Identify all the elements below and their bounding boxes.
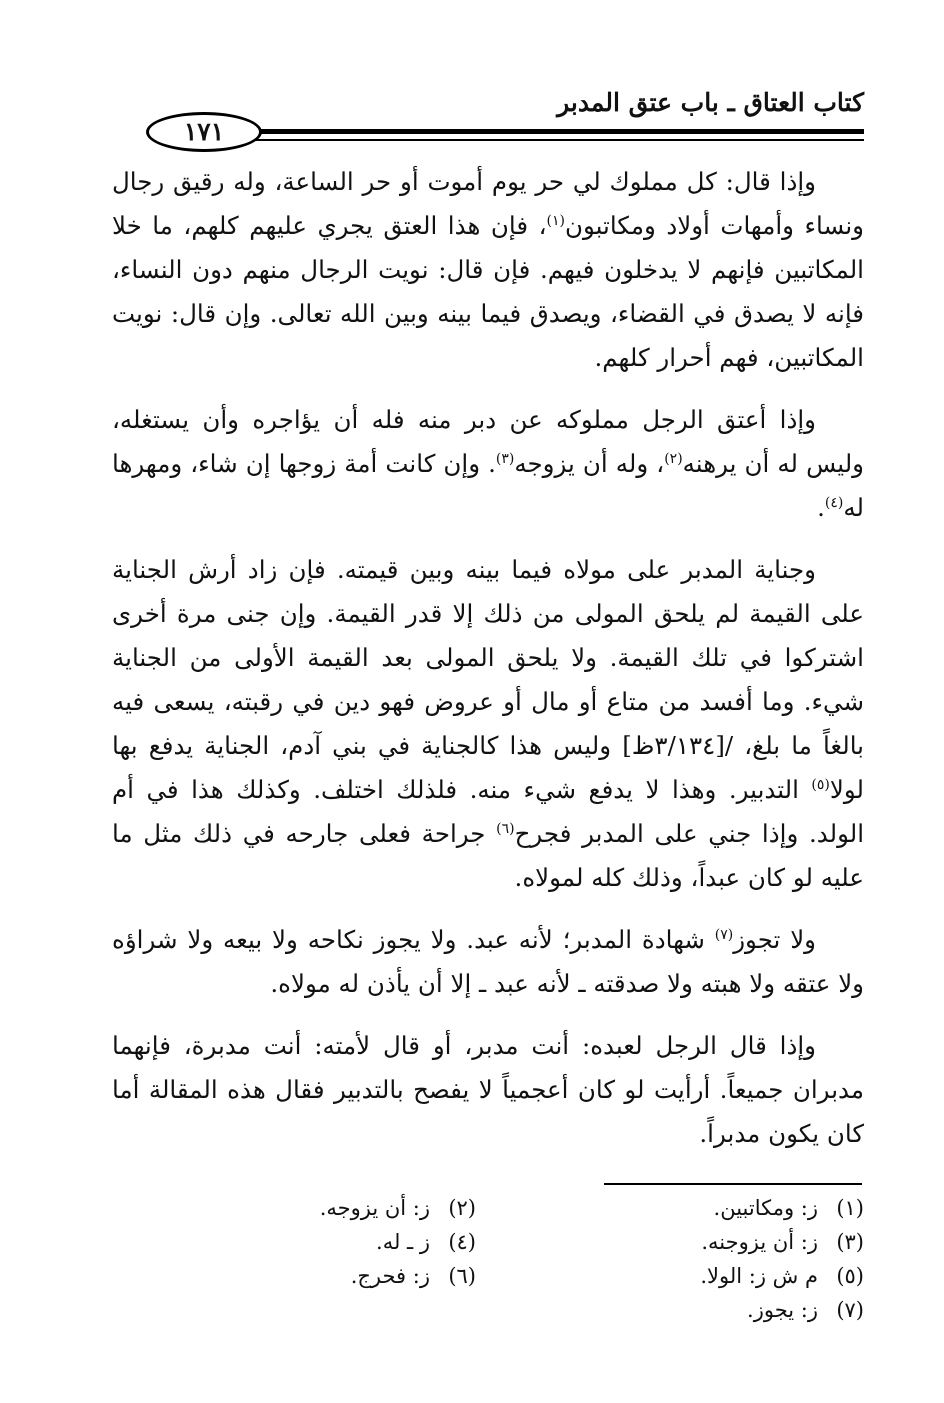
footnote-text: ز: أن يزوجنه. [701,1230,818,1254]
footnote-marker: (٤) [824,494,844,511]
footnote-marker: (١) [546,212,565,229]
text-run: . [817,493,825,522]
paragraph [112,918,864,1006]
footnote-separator [604,1183,862,1185]
footnotes [112,1196,864,1332]
footnote [484,1264,864,1288]
footnote [116,1264,476,1288]
text-run: ، وله أن يزوجه [514,449,665,478]
footnote-number: (٤) [448,1230,476,1254]
footnote-row [112,1196,864,1230]
paragraph [112,548,864,900]
text-run: ، فإن هذا العتق يجري عليهم كلهم، ما خلا المكاتبين فإنهم لا يدخلون فيهم. فإن قال: نويت الرجال منهم دون النساء، فإنه لا يصدق في القضاء، ويصدق فيما بينه وبين الله تعالى. وإن قال: نويت المكاتبين، فهم أحرار كلهم. [112,211,864,372]
footnote-marker: (٦) [496,820,515,837]
text-run: . وإن كانت أمة زوجها إن شاء، ومهرها له [112,449,864,522]
footnote [484,1230,864,1254]
page-header [112,84,864,150]
header-rule-thick [220,129,864,134]
footnote-text: ز: أن يزوجه. [319,1196,430,1220]
paragraph [112,160,864,380]
page-number: ١٧١ [146,112,262,152]
text-run: وإذا أعتق الرجل مملوكه عن دبر منه فله أن يؤاجره وأن يستغله، وليس له أن يرهنه [112,405,864,478]
text-run: وإذا قال: كل مملوك لي حر يوم أموت أو حر الساعة، وله رقيق رجال ونساء وأمهات أولاد ومكاتبون [112,167,864,240]
footnote-marker: (٧) [714,926,734,943]
footnote [116,1196,476,1220]
footnote-number: (٣) [836,1230,864,1254]
footnote-text: ز: ومكاتبين. [713,1196,818,1220]
text-run: جراحة فعلى جارحه في ذلك مثل ما عليه لو كان عبداً، وذلك كله لمولاه. [112,819,864,892]
footnote-row [112,1230,864,1264]
footnote-number: (١) [836,1196,864,1220]
header-rule-thin [220,139,864,141]
footnote-number: (٥) [836,1264,864,1288]
text-run: وجناية المدبر على مولاه فيما بينه وبين قيمته. فإن زاد أرش الجناية على القيمة لم يلحق المولى من ذلك إلا قدر القيمة. وإن جنى مرة أخرى اشتركوا في تلك القيمة. ولا يلحق المولى بعد القيمة الأولى من الجناية شيء. وما أفسد من متاع أو مال أو عروض فهو دين في رقبته، يسعى فيه بالغاً ما بلغ، /[٣/١٣٤ظ] وليس هذا كالجناية في بني آدم، الجناية يدفع بها لولا [112,555,864,804]
footnote-row [112,1264,864,1298]
footnote-text: ز ـ له. [376,1230,430,1254]
text-run: التدبير. وهذا لا يدفع شيء منه. فلذلك اختلف. وكذلك هذا في أم الولد. وإذا جني على المدبر فجرح [112,775,864,848]
footnote-text: م ش ز: الولا. [700,1264,818,1288]
footnote-text: ز: فحرج. [350,1264,430,1288]
footnote-marker: (٣) [495,450,515,467]
paragraph [112,398,864,530]
footnote-marker: (٢) [664,450,683,467]
footnote-number: (٢) [448,1196,476,1220]
main-text [112,160,864,1156]
footnote-text: ز: يجوز. [747,1298,818,1322]
footnote [484,1196,864,1220]
footnote [484,1298,864,1322]
text-run: وإذا قال الرجل لعبده: أنت مدبر، أو قال لأمته: أنت مدبرة، فإنهما مدبران جميعاً. أرأيت لو كان أعجمياً لا يفصح بالتدبير فقال هذه المقالة أما كان يكون مدبراً. [112,1031,864,1148]
footnote-number: (٦) [448,1264,476,1288]
footnote-marker: (٥) [811,776,830,793]
footnote-row [112,1298,864,1332]
text-run: ولا تجوز [733,925,816,954]
footnote [116,1230,476,1254]
footnote-number: (٧) [836,1298,864,1322]
text-run: شهادة المدبر؛ لأنه عبد. ولا يجوز نكاحه ولا بيعه ولا شراؤه ولا عتقه ولا هبته ولا صدقته ـ لأنه عبد ـ إلا أن يأذن له مولاه. [112,925,864,998]
paragraph [112,1024,864,1156]
running-title: كتاب العتاق ـ باب عتق المدبر [557,88,864,117]
